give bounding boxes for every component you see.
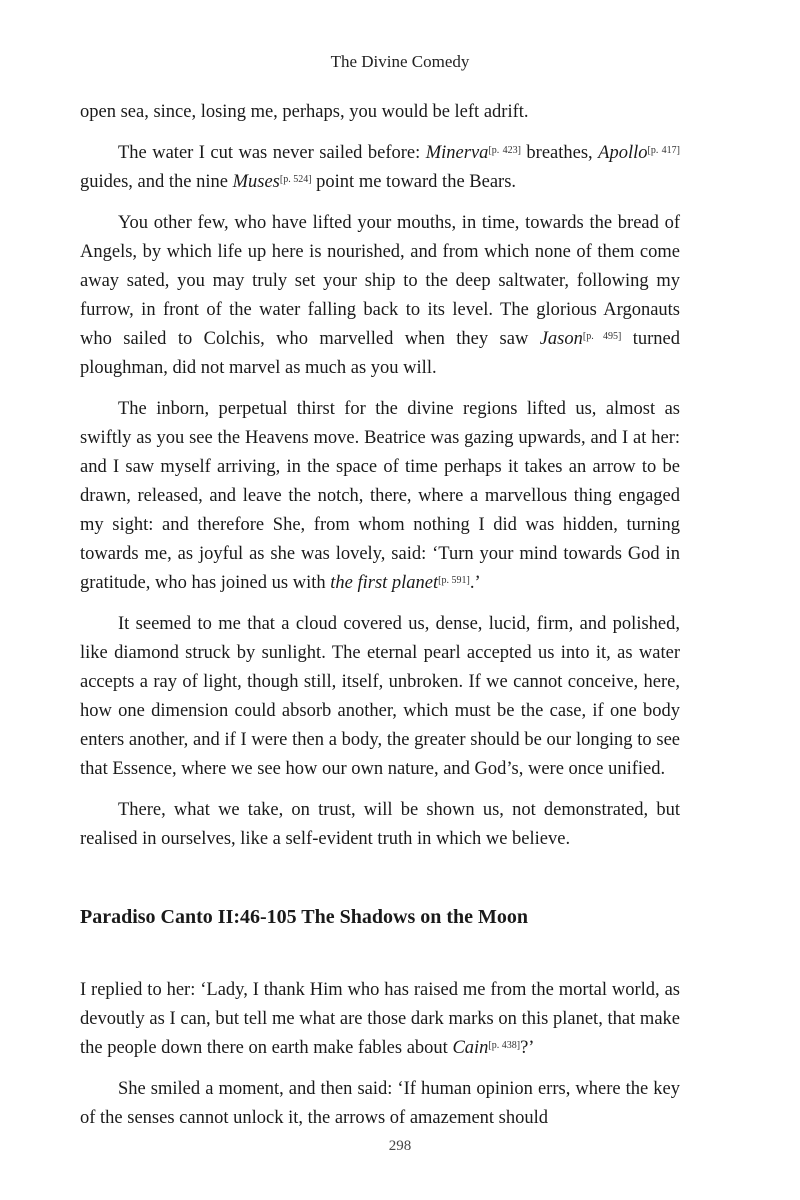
section-heading: Paradiso Canto II:46-105 The Shadows on the Moon <box>80 906 529 928</box>
page-ref-link[interactable]: [p. 524] <box>279 174 312 185</box>
paragraph-5: It seemed to me that a cloud covered us, dense, lucid, firm, and polished, like diamond struck by sunlight. The eternal pearl accepted us into it, as water accepts a ray of light, though still, itself, unbroken. If we cannot conceive, here, how one dimension could absorb another, which must be the case, if one body enters another, and if I were then a body, the greater should be our longing to see that Essence, where we see how our own nature, and God’s, were once unified. <box>80 614 680 779</box>
paragraph-3 <box>80 209 680 383</box>
body-text <box>80 98 680 1145</box>
page-ref-link[interactable]: [p. 438] <box>488 1040 521 1051</box>
page-ref-link[interactable]: [p. 417] <box>647 145 681 156</box>
paragraph-2 <box>80 139 680 197</box>
running-title: The Divine Comedy <box>330 52 470 71</box>
text: The inborn, perpetual thirst for the divine regions lifted us, almost as swiftly as you see the Heavens move. Beatrice was gazing upwards, and I at her: and I saw myself arriving, in the space of time perhaps it takes an arrow to be drawn, released, and leave the notch, there, where a marvellous thing engaged my sight: and therefore She, from whom nothing I did was hidden, turning towards me, as joyful as she was lovely, said: ‘Turn your mind towards God in gratitude, who has joined us with <box>80 399 680 593</box>
page-ref-link[interactable]: [p. 591] <box>438 575 470 586</box>
text: guides, and the nine <box>80 172 233 192</box>
paragraph-8: She smiled a moment, and then said: ‘If human opinion errs, where the key of the senses cannot unlock it, the arrows of amazement should <box>80 1079 680 1128</box>
paragraph-4 <box>80 395 680 598</box>
name-jason: Jason <box>539 329 583 349</box>
text: The water I cut was never sailed before: <box>118 143 426 163</box>
page-ref-link[interactable]: [p. 423] <box>488 145 521 156</box>
text: I replied to her: ‘Lady, I thank Him who has raised me from the mortal world, as devoutly as I can, but tell me what are those dark marks on this planet, that make the people down there on earth make fables about <box>80 980 680 1058</box>
paragraph-1: open sea, since, losing me, perhaps, you would be left adrift. <box>80 102 529 122</box>
paragraph-6: There, what we take, on trust, will be shown us, not demonstrated, but realised in ourselves, like a self-evident truth in which we believe. <box>80 800 680 849</box>
text: point me toward the Bears. <box>311 172 517 192</box>
text: turned ploughman, did not marvel as much as you will. <box>80 329 681 378</box>
name-apollo: Apollo <box>598 143 648 163</box>
text: .’ <box>469 573 481 593</box>
name-minerva: Minerva <box>425 143 489 163</box>
text: You other few, who have lifted your mouths, in time, towards the bread of Angels, by which life up here is nourished, and from which none of them come away sated, you may truly set your ship to the deep saltwater, following my furrow, in front of the water falling back to its level. The glorious Argonauts who sailed to Colchis, who marvelled when they saw <box>80 213 680 349</box>
text: breathes, <box>520 143 599 163</box>
paragraph-7 <box>80 976 680 1063</box>
page-number: 298 <box>388 1138 412 1154</box>
text: ?’ <box>520 1038 535 1058</box>
phrase-first-planet: the first planet <box>330 573 439 593</box>
page-ref-link[interactable]: [p. 495] <box>582 331 622 342</box>
name-cain: Cain <box>452 1038 489 1058</box>
name-muses: Muses <box>232 172 280 192</box>
